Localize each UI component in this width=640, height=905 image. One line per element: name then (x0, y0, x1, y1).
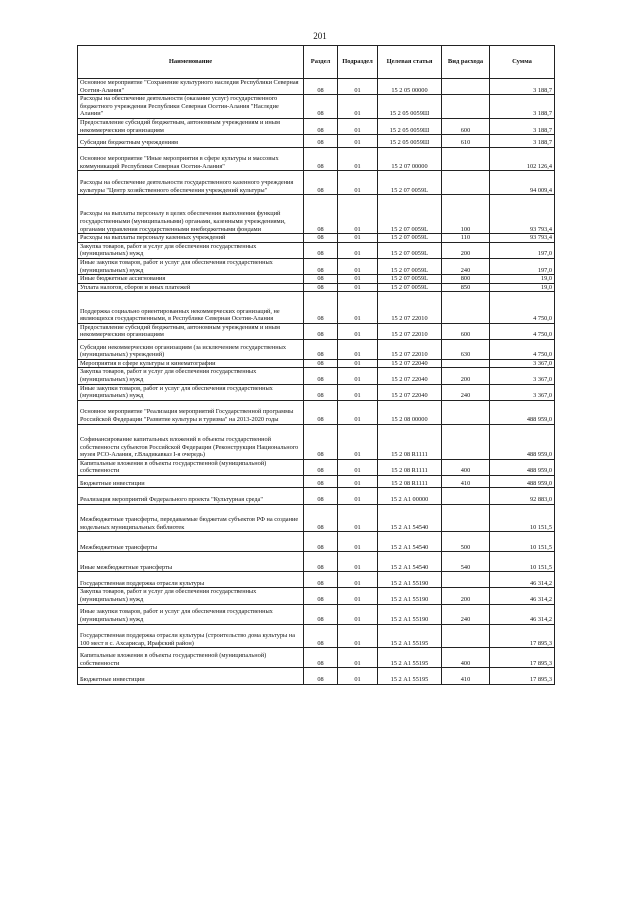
cell-name: Субсидии бюджетным учреждениям (78, 135, 304, 147)
cell-subsection: 01 (338, 242, 378, 258)
table-row (78, 147, 555, 171)
cell-sum: 3 188,7 (490, 95, 555, 119)
table-row (78, 588, 555, 604)
cell-name: Иные закупки товаров, работ и услуг для обеспечения государственных (муниципальных) нужд (78, 384, 304, 400)
cell-sum: 10 151,5 (490, 552, 555, 572)
cell-name: Поддержка социально ориентированных некоммерческих организаций, не являющихся государственными, в Республике Северная Осетия-Алания (78, 292, 304, 323)
cell-subsection: 01 (338, 195, 378, 234)
cell-sum: 10 151,5 (490, 504, 555, 532)
cell-target: 15 2 08 R1111 (378, 424, 442, 459)
table-row (78, 135, 555, 147)
table-row (78, 258, 555, 274)
cell-subsection: 01 (338, 504, 378, 532)
table-row (78, 368, 555, 384)
header-sum: Сумма (490, 46, 555, 79)
cell-sum: 3 188,7 (490, 79, 555, 95)
cell-subsection: 01 (338, 79, 378, 95)
cell-expense-type: 400 (442, 648, 490, 668)
cell-name: Расходы на обеспечение деятельности (оказание услуг) государственного бюджетного учреждения Республики Северная Осетия-Алания "Наследие Алании" (78, 95, 304, 119)
cell-sum: 3 367,0 (490, 368, 555, 384)
cell-expense-type (442, 624, 490, 648)
cell-target: 15 2 07 0059L (378, 275, 442, 284)
cell-section: 08 (304, 424, 338, 459)
cell-expense-type: 600 (442, 323, 490, 339)
cell-sum: 3 367,0 (490, 359, 555, 368)
cell-target: 15 2 07 22040 (378, 384, 442, 400)
cell-section: 08 (304, 368, 338, 384)
cell-section: 08 (304, 79, 338, 95)
table-row (78, 118, 555, 134)
cell-subsection: 01 (338, 171, 378, 195)
cell-name: Основное мероприятие "Сохранение культурного наследия Республики Северная Осетия-Алания" (78, 79, 304, 95)
header-section: Раздел (304, 46, 338, 79)
cell-section: 08 (304, 400, 338, 424)
table-row (78, 234, 555, 243)
cell-subsection: 01 (338, 604, 378, 624)
cell-name: Капитальные вложения в объекты государственной (муниципальной) собственности (78, 459, 304, 475)
table-row (78, 275, 555, 284)
cell-target: 15 2 07 22010 (378, 292, 442, 323)
table-row (78, 604, 555, 624)
cell-sum: 488 959,0 (490, 459, 555, 475)
cell-section: 08 (304, 118, 338, 134)
cell-section: 08 (304, 275, 338, 284)
cell-target: 15 2 А1 55195 (378, 648, 442, 668)
cell-sum: 4 750,0 (490, 323, 555, 339)
cell-sum: 92 883,0 (490, 488, 555, 504)
cell-subsection: 01 (338, 400, 378, 424)
table-row (78, 488, 555, 504)
cell-subsection: 01 (338, 384, 378, 400)
cell-sum: 93 793,4 (490, 195, 555, 234)
cell-subsection: 01 (338, 532, 378, 552)
table-row (78, 532, 555, 552)
cell-name: Расходы на выплаты персоналу в целях обеспечения выполнения функций государственными (муниципальными) органами, казенными учреждениями, органами управления государственными внебюджетными фондами (78, 195, 304, 234)
cell-section: 08 (304, 552, 338, 572)
cell-sum: 46 314,2 (490, 604, 555, 624)
cell-target: 15 2 07 0059L (378, 234, 442, 243)
cell-expense-type: 800 (442, 275, 490, 284)
table-row (78, 624, 555, 648)
budget-table (77, 45, 555, 685)
cell-target: 15 2 05 0059Ш (378, 135, 442, 147)
cell-subsection: 01 (338, 588, 378, 604)
cell-section: 08 (304, 384, 338, 400)
cell-subsection: 01 (338, 359, 378, 368)
cell-expense-type (442, 147, 490, 171)
cell-name: Капитальные вложения в объекты государственной (муниципальной) собственности (78, 648, 304, 668)
cell-expense-type: 200 (442, 588, 490, 604)
cell-section: 08 (304, 292, 338, 323)
cell-subsection: 01 (338, 424, 378, 459)
cell-target: 15 2 07 0059L (378, 242, 442, 258)
cell-expense-type: 240 (442, 604, 490, 624)
cell-name: Предоставление субсидий бюджетным, автономным учреждениям и иным некоммерческим организациям (78, 323, 304, 339)
cell-expense-type: 600 (442, 118, 490, 134)
cell-target: 15 2 А1 55195 (378, 624, 442, 648)
cell-expense-type (442, 504, 490, 532)
cell-section: 08 (304, 171, 338, 195)
table-row (78, 572, 555, 588)
cell-section: 08 (304, 195, 338, 234)
cell-expense-type (442, 171, 490, 195)
cell-section: 08 (304, 476, 338, 488)
cell-sum: 46 314,2 (490, 588, 555, 604)
cell-subsection: 01 (338, 488, 378, 504)
cell-expense-type (442, 424, 490, 459)
cell-subsection: 01 (338, 572, 378, 588)
cell-name: Иные межбюджетные трансферты (78, 552, 304, 572)
cell-sum: 19,0 (490, 283, 555, 292)
cell-target: 15 2 07 0059L (378, 283, 442, 292)
cell-expense-type: 100 (442, 195, 490, 234)
cell-subsection: 01 (338, 624, 378, 648)
cell-target: 15 2 08 R1111 (378, 476, 442, 488)
cell-target: 15 2 07 22010 (378, 339, 442, 359)
cell-section: 08 (304, 234, 338, 243)
table-row (78, 283, 555, 292)
cell-name: Межбюджетные трансферты (78, 532, 304, 552)
cell-name: Субсидии некоммерческим организациям (за исключением государственных (муниципальных) учреждений) (78, 339, 304, 359)
cell-name: Иные закупки товаров, работ и услуг для обеспечения государственных (муниципальных) нужд (78, 604, 304, 624)
cell-name: Закупка товаров, работ и услуг для обеспечения государственных (муниципальных) нужд (78, 588, 304, 604)
cell-subsection: 01 (338, 118, 378, 134)
cell-target: 15 2 07 0059L (378, 171, 442, 195)
cell-name: Межбюджетные трансферты, передаваемые бюджетам субъектов РФ на создание модельных муниципальных библиотек (78, 504, 304, 532)
cell-name: Мероприятия в сфере культуры и кинематографии (78, 359, 304, 368)
cell-target: 15 2 08 00000 (378, 400, 442, 424)
cell-target: 15 2 07 22040 (378, 359, 442, 368)
cell-section: 08 (304, 648, 338, 668)
cell-section: 08 (304, 359, 338, 368)
cell-name: Закупка товаров, работ и услуг для обеспечения государственных (муниципальных) нужд (78, 368, 304, 384)
table-row (78, 242, 555, 258)
cell-sum: 46 314,2 (490, 572, 555, 588)
cell-sum: 488 959,0 (490, 424, 555, 459)
table-row (78, 424, 555, 459)
cell-expense-type: 540 (442, 552, 490, 572)
table-row (78, 359, 555, 368)
table-row (78, 95, 555, 119)
cell-name: Расходы на выплаты персоналу казенных учреждений (78, 234, 304, 243)
cell-sum: 488 959,0 (490, 476, 555, 488)
cell-sum: 3 367,0 (490, 384, 555, 400)
cell-sum: 10 151,5 (490, 532, 555, 552)
cell-sum: 3 188,7 (490, 135, 555, 147)
cell-section: 08 (304, 323, 338, 339)
table-row (78, 339, 555, 359)
cell-subsection: 01 (338, 323, 378, 339)
table-row (78, 504, 555, 532)
cell-target: 15 2 05 0059Ш (378, 95, 442, 119)
cell-name: Государственная поддержка отрасли культуры (78, 572, 304, 588)
table-header-row (78, 46, 555, 79)
table-row (78, 323, 555, 339)
cell-name: Предоставление субсидий бюджетным, автономным учреждениям и иным некоммерческим организациям (78, 118, 304, 134)
cell-section: 08 (304, 624, 338, 648)
cell-expense-type (442, 292, 490, 323)
cell-target: 15 2 07 0059L (378, 258, 442, 274)
cell-expense-type (442, 359, 490, 368)
cell-subsection: 01 (338, 668, 378, 684)
cell-section: 08 (304, 504, 338, 532)
cell-expense-type (442, 400, 490, 424)
cell-section: 08 (304, 532, 338, 552)
table-row (78, 79, 555, 95)
cell-section: 08 (304, 588, 338, 604)
cell-expense-type (442, 95, 490, 119)
cell-sum: 197,0 (490, 242, 555, 258)
cell-sum: 94 009,4 (490, 171, 555, 195)
cell-target: 15 2 05 0059Ш (378, 118, 442, 134)
cell-expense-type (442, 79, 490, 95)
cell-target: 15 2 А1 55190 (378, 588, 442, 604)
cell-name: Иные закупки товаров, работ и услуг для обеспечения государственных (муниципальных) нужд (78, 258, 304, 274)
cell-sum: 93 793,4 (490, 234, 555, 243)
cell-subsection: 01 (338, 292, 378, 323)
cell-expense-type: 110 (442, 234, 490, 243)
cell-expense-type: 500 (442, 532, 490, 552)
cell-subsection: 01 (338, 147, 378, 171)
cell-subsection: 01 (338, 275, 378, 284)
cell-sum: 4 750,0 (490, 292, 555, 323)
cell-subsection: 01 (338, 95, 378, 119)
cell-expense-type: 410 (442, 668, 490, 684)
cell-expense-type (442, 488, 490, 504)
cell-expense-type: 630 (442, 339, 490, 359)
table-row (78, 476, 555, 488)
cell-expense-type: 240 (442, 258, 490, 274)
cell-subsection: 01 (338, 459, 378, 475)
cell-section: 08 (304, 572, 338, 588)
cell-name: Основное мероприятие "Реализация мероприятий Государственной программы Российской Федерации "Развитие культуры и туризма" на 2013-2020 годы (78, 400, 304, 424)
cell-target: 15 2 А1 00000 (378, 488, 442, 504)
cell-sum: 4 750,0 (490, 339, 555, 359)
page-number: 201 (313, 31, 327, 41)
cell-expense-type: 200 (442, 242, 490, 258)
cell-expense-type: 610 (442, 135, 490, 147)
cell-target: 15 2 А1 55190 (378, 604, 442, 624)
cell-sum: 197,0 (490, 258, 555, 274)
cell-subsection: 01 (338, 258, 378, 274)
table-row (78, 195, 555, 234)
cell-sum: 17 895,3 (490, 624, 555, 648)
cell-section: 08 (304, 95, 338, 119)
cell-subsection: 01 (338, 552, 378, 572)
cell-subsection: 01 (338, 368, 378, 384)
cell-expense-type: 400 (442, 459, 490, 475)
cell-section: 08 (304, 488, 338, 504)
cell-section: 08 (304, 258, 338, 274)
cell-section: 08 (304, 459, 338, 475)
header-target: Целевая статья (378, 46, 442, 79)
cell-sum: 102 126,4 (490, 147, 555, 171)
table-row (78, 171, 555, 195)
header-subsection: Подраздел (338, 46, 378, 79)
table-row (78, 292, 555, 323)
cell-name: Основное мероприятие "Иные мероприятия в сфере культуры и массовых коммуникаций Республики Северная Осетия-Алания" (78, 147, 304, 171)
cell-target: 15 2 07 0059L (378, 195, 442, 234)
table-body (78, 79, 555, 685)
cell-name: Государственная поддержка отрасли культуры (строительство дома культуры на 100 мест в с. Ахсарисар, Ирафский район) (78, 624, 304, 648)
cell-name: Бюджетные инвестиции (78, 668, 304, 684)
cell-section: 08 (304, 147, 338, 171)
cell-target: 15 2 07 00000 (378, 147, 442, 171)
table-row (78, 648, 555, 668)
cell-name: Софинансирование капитальных вложений в объекты государственной собственности субъектов Российской Федерации (Реконструкция Национального музея РСО-Алания, г.Владикавказ I-я очередь) (78, 424, 304, 459)
cell-name: Иные бюджетные ассигнования (78, 275, 304, 284)
cell-target: 15 2 07 22040 (378, 368, 442, 384)
cell-target: 15 2 08 R1111 (378, 459, 442, 475)
cell-target: 15 2 А1 54540 (378, 504, 442, 532)
cell-target: 15 2 05 00000 (378, 79, 442, 95)
cell-sum: 3 188,7 (490, 118, 555, 134)
cell-sum: 488 959,0 (490, 400, 555, 424)
cell-target: 15 2 А1 55190 (378, 572, 442, 588)
header-expense-type: Вид расхода (442, 46, 490, 79)
cell-subsection: 01 (338, 339, 378, 359)
table-row (78, 459, 555, 475)
cell-subsection: 01 (338, 648, 378, 668)
cell-subsection: 01 (338, 476, 378, 488)
cell-section: 08 (304, 339, 338, 359)
cell-name: Уплата налогов, сборов и иных платежей (78, 283, 304, 292)
cell-section: 08 (304, 283, 338, 292)
cell-expense-type: 240 (442, 384, 490, 400)
cell-target: 15 2 А1 54540 (378, 552, 442, 572)
header-name: Наименование (78, 46, 304, 79)
table-row (78, 552, 555, 572)
table-row (78, 384, 555, 400)
cell-sum: 17 895,3 (490, 648, 555, 668)
cell-target: 15 2 А1 55195 (378, 668, 442, 684)
cell-expense-type: 410 (442, 476, 490, 488)
cell-section: 08 (304, 668, 338, 684)
cell-section: 08 (304, 135, 338, 147)
cell-subsection: 01 (338, 234, 378, 243)
cell-name: Реализация мероприятий Федерального проекта "Культурная среда" (78, 488, 304, 504)
cell-subsection: 01 (338, 283, 378, 292)
cell-sum: 17 895,3 (490, 668, 555, 684)
cell-name: Закупка товаров, работ и услуг для обеспечения государственных (муниципальных) нужд (78, 242, 304, 258)
cell-name: Расходы на обеспечение деятельности государственного казенного учреждения культуры "Центр хозяйственного обеспечения учреждений культуры" (78, 171, 304, 195)
cell-section: 08 (304, 604, 338, 624)
cell-section: 08 (304, 242, 338, 258)
cell-subsection: 01 (338, 135, 378, 147)
cell-expense-type (442, 572, 490, 588)
cell-target: 15 2 А1 54540 (378, 532, 442, 552)
cell-sum: 19,0 (490, 275, 555, 284)
cell-target: 15 2 07 22010 (378, 323, 442, 339)
cell-expense-type: 850 (442, 283, 490, 292)
table-row (78, 400, 555, 424)
table-row (78, 668, 555, 684)
cell-name: Бюджетные инвестиции (78, 476, 304, 488)
cell-expense-type: 200 (442, 368, 490, 384)
